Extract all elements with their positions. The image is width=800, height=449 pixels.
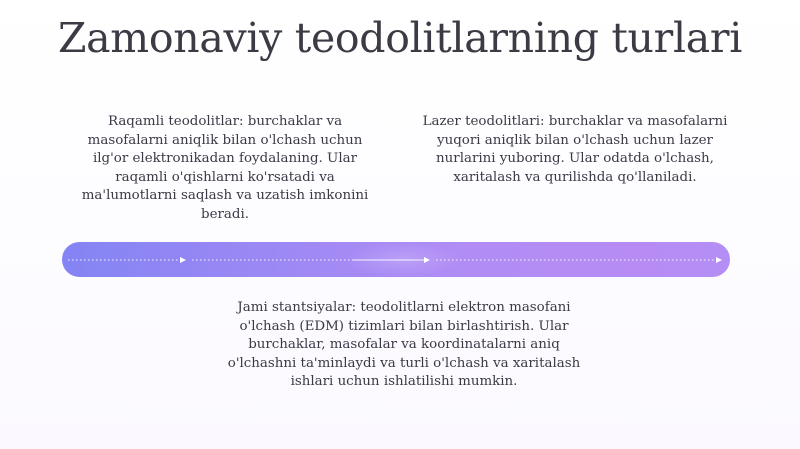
item-digital-theodolites xyxy=(80,113,370,224)
timeline-arrows xyxy=(62,242,730,277)
item-text: Lazer teodolitlari: burchaklar va masofalarni yuqori aniqlik bilan o'lchash uchun lazer nurlarini yuboring. Ular odatda o'lchash, xaritalash va qurilishda qo'llaniladi. xyxy=(422,114,728,185)
item-text: Jami stantsiyalar: teodolitlarni elektron masofani o'lchash (EDM) tizimlari bilan birlashtirish. Ular burchaklar, masofalar va koordinatalarni aniq o'lchashni ta'minlaydi va turli o'lchash va xaritalash ishlari uchun ishlatilishi mumkin. xyxy=(227,300,581,389)
item-laser-theodolites xyxy=(410,113,740,187)
arrow-head-1-icon xyxy=(180,257,186,263)
arrow-head-2-icon xyxy=(424,257,430,263)
slide-title: Zamonaviy teodolitlarning turlari xyxy=(57,14,743,62)
item-total-stations xyxy=(218,299,590,392)
timeline-bar xyxy=(62,242,730,277)
item-text: Raqamli teodolitlar: burchaklar va masofalarni aniqlik bilan o'lchash uchun ilg'or elektronikadan foydalaning. Ular raqamli o'qishlarni ko'rsatadi va ma'lumotlarni saqlash va uzatish imkonini beradi. xyxy=(81,114,369,222)
arrow-head-3-icon xyxy=(716,257,722,263)
